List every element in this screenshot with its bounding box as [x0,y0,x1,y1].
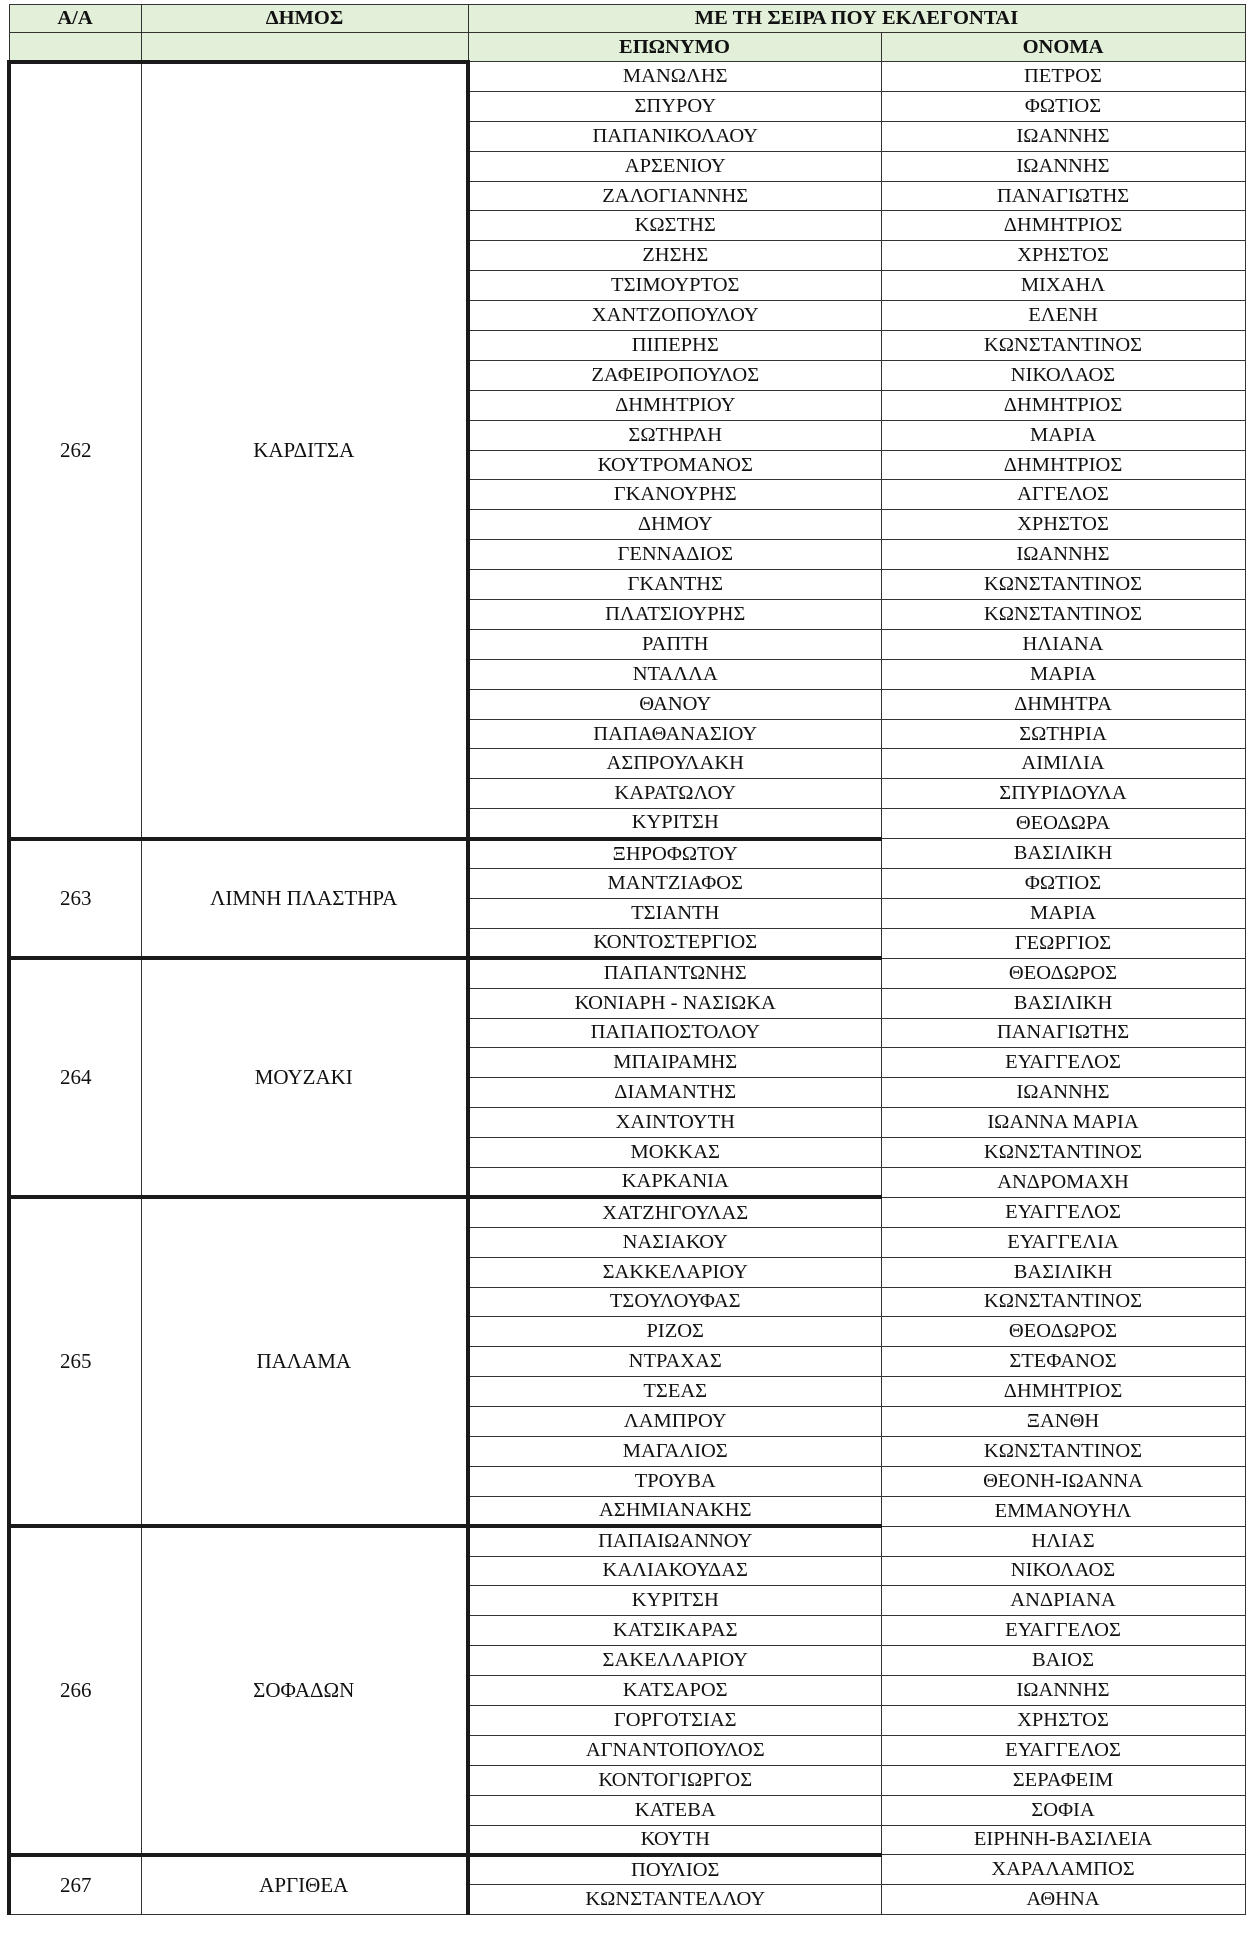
cell-surname: ΚΑΡΑΤΩΛΟΥ [468,779,881,809]
cell-surname: ΧΑΤΖΗΓΟΥΛΑΣ [468,1197,881,1227]
cell-name: ΕΥΑΓΓΕΛΟΣ [881,1735,1245,1765]
cell-surname: ΖΑΛΟΓΙΑΝΝΗΣ [468,181,881,211]
cell-name: ΧΡΗΣΤΟΣ [881,510,1245,540]
cell-name: ΔΗΜΗΤΡΙΟΣ [881,390,1245,420]
cell-dimos: ΚΑΡΔΙΤΣΑ [141,62,468,839]
cell-name: ΘΕΟΔΩΡΑ [881,809,1245,839]
cell-surname: ΔΗΜΟΥ [468,510,881,540]
header-surname: ΕΠΩΝΥΜΟ [468,33,881,62]
cell-name: ΧΑΡΑΛΑΜΠΟΣ [881,1855,1245,1885]
cell-name: ΣΟΦΙΑ [881,1795,1245,1825]
cell-surname: ΖΗΣΗΣ [468,241,881,271]
cell-surname: ΣΠΥΡΟΥ [468,91,881,121]
cell-dimos: ΠΑΛΑΜΑ [141,1197,468,1526]
cell-name: ΣΤΕΦΑΝΟΣ [881,1347,1245,1377]
cell-surname: ΚΩΣΤΗΣ [468,211,881,241]
cell-name: ΙΩΑΝΝΑ ΜΑΡΙΑ [881,1108,1245,1138]
cell-name: ΒΑΣΙΛΙΚΗ [881,1257,1245,1287]
cell-surname: ΚΥΡΙΤΣΗ [468,1586,881,1616]
cell-surname: ΝΤΑΛΛΑ [468,659,881,689]
cell-name: ΔΗΜΗΤΡΙΟΣ [881,211,1245,241]
cell-surname: ΚΟΝΤΟΣΤΕΡΓΙΟΣ [468,928,881,958]
cell-name: ΕΜΜΑΝΟΥΗΛ [881,1496,1245,1526]
cell-surname: ΜΑΓΑΛΙΟΣ [468,1436,881,1466]
cell-surname: ΠΑΠΑΠΟΣΤΟΛΟΥ [468,1018,881,1048]
cell-surname: ΤΣΙΜΟΥΡΤΟΣ [468,271,881,301]
cell-surname: ΘΑΝΟΥ [468,689,881,719]
cell-surname: ΑΡΣΕΝΙΟΥ [468,151,881,181]
cell-name: ΙΩΑΝΝΗΣ [881,1676,1245,1706]
cell-dimos: ΣΟΦΑΔΩΝ [141,1526,468,1855]
cell-name: ΕΥΑΓΓΕΛΟΣ [881,1616,1245,1646]
cell-surname: ΠΑΠΑΙΩΑΝΝΟΥ [468,1526,881,1556]
table-row [9,1197,1245,1227]
cell-surname: ΚΑΡΚΑΝΙΑ [468,1167,881,1197]
cell-name: ΕΥΑΓΓΕΛΙΑ [881,1227,1245,1257]
cell-surname: ΡΑΠΤΗ [468,629,881,659]
cell-name: ΙΩΑΝΝΗΣ [881,540,1245,570]
cell-name: ΧΡΗΣΤΟΣ [881,241,1245,271]
cell-surname: ΚΑΤΕΒΑ [468,1795,881,1825]
cell-name: ΠΕΤΡΟΣ [881,62,1245,92]
cell-name: ΣΕΡΑΦΕΙΜ [881,1765,1245,1795]
cell-surname: ΔΙΑΜΑΝΤΗΣ [468,1078,881,1108]
cell-name: ΚΩΝΣΤΑΝΤΙΝΟΣ [881,1287,1245,1317]
cell-surname: ΠΙΠΕΡΗΣ [468,331,881,361]
cell-name: ΙΩΑΝΝΗΣ [881,121,1245,151]
cell-surname: ΑΣΠΡΟΥΛΑΚΗ [468,749,881,779]
cell-name: ΞΑΝΘΗ [881,1407,1245,1437]
cell-name: ΘΕΟΔΩΡΟΣ [881,1317,1245,1347]
cell-name: ΗΛΙΑΝΑ [881,629,1245,659]
cell-surname: ΠΑΠΑΝΤΩΝΗΣ [468,958,881,988]
cell-name: ΑΓΓΕΛΟΣ [881,480,1245,510]
table-row [9,1526,1245,1556]
cell-surname: ΑΓΝΑΝΤΟΠΟΥΛΟΣ [468,1735,881,1765]
cell-surname: ΣΑΚΕΛΛΑΡΙΟΥ [468,1646,881,1676]
cell-aa: 266 [9,1526,141,1855]
cell-surname: ΤΡΟΥΒΑ [468,1466,881,1496]
cell-aa: 265 [9,1197,141,1526]
cell-surname: ΝΑΣΙΑΚΟΥ [468,1227,881,1257]
cell-name: ΚΩΝΣΤΑΝΤΙΝΟΣ [881,570,1245,600]
cell-dimos: ΑΡΓΙΘΕΑ [141,1855,468,1915]
cell-surname: ΠΟΥΛΙΟΣ [468,1855,881,1885]
cell-surname: ΜΟΚΚΑΣ [468,1138,881,1168]
cell-surname: ΜΠΑΙΡΑΜΗΣ [468,1048,881,1078]
cell-name: ΙΩΑΝΝΗΣ [881,1078,1245,1108]
cell-name: ΑΝΔΡΟΜΑΧΗ [881,1167,1245,1197]
cell-surname: ΤΣΕΑΣ [468,1377,881,1407]
header-aa: Α/Α [9,5,141,33]
table-body [9,62,1245,1915]
cell-aa: 263 [9,839,141,959]
cell-name: ΝΙΚΟΛΑΟΣ [881,360,1245,390]
cell-surname: ΤΣΙΑΝΤΗ [468,898,881,928]
cell-surname: ΓΕΝΝΑΔΙΟΣ [468,540,881,570]
cell-name: ΔΗΜΗΤΡΙΟΣ [881,1377,1245,1407]
cell-surname: ΑΣΗΜΙΑΝΑΚΗΣ [468,1496,881,1526]
cell-surname: ΧΑΝΤΖΟΠΟΥΛΟΥ [468,301,881,331]
cell-surname: ΚΟΝΙΑΡΗ - ΝΑΣΙΩΚΑ [468,988,881,1018]
table-header [9,5,1245,62]
cell-name: ΚΩΝΣΤΑΝΤΙΝΟΣ [881,1436,1245,1466]
cell-surname: ΠΑΠΑΝΙΚΟΛΑΟΥ [468,121,881,151]
cell-surname: ΧΑΙΝΤΟΥΤΗ [468,1108,881,1138]
cell-name: ΔΗΜΗΤΡΑ [881,689,1245,719]
header-order-group: ΜΕ ΤΗ ΣΕΙΡΑ ΠΟΥ ΕΚΛΕΓΟΝΤΑΙ [468,5,1245,33]
cell-surname: ΚΟΥΤΗ [468,1825,881,1855]
candidates-table-wrapper [7,4,1243,1915]
cell-dimos: ΜΟΥΖΑΚΙ [141,958,468,1197]
cell-name: ΜΙΧΑΗΛ [881,271,1245,301]
cell-surname: ΜΑΝΤΖΙΑΦΟΣ [468,869,881,899]
cell-surname: ΤΣΟΥΛΟΥΦΑΣ [468,1287,881,1317]
cell-surname: ΓΟΡΓΟΤΣΙΑΣ [468,1705,881,1735]
cell-name: ΑΝΔΡΙΑΝΑ [881,1586,1245,1616]
cell-name: ΓΕΩΡΓΙΟΣ [881,928,1245,958]
cell-name: ΕΥΑΓΓΕΛΟΣ [881,1197,1245,1227]
cell-surname: ΣΩΤΗΡΛΗ [468,420,881,450]
cell-name: ΑΙΜΙΛΙΑ [881,749,1245,779]
cell-surname: ΠΑΠΑΘΑΝΑΣΙΟΥ [468,719,881,749]
cell-name: ΣΠΥΡΙΔΟΥΛΑ [881,779,1245,809]
cell-surname: ΓΚΑΝΤΗΣ [468,570,881,600]
cell-surname: ΚΑΤΣΙΚΑΡΑΣ [468,1616,881,1646]
cell-name: ΔΗΜΗΤΡΙΟΣ [881,450,1245,480]
cell-name: ΚΩΝΣΤΑΝΤΙΝΟΣ [881,600,1245,630]
cell-name: ΧΡΗΣΤΟΣ [881,1705,1245,1735]
cell-name: ΗΛΙΑΣ [881,1526,1245,1556]
cell-surname: ΚΑΛΙΑΚΟΥΔΑΣ [468,1556,881,1586]
candidates-table [7,4,1246,1915]
cell-surname: ΚΟΝΤΟΓΙΩΡΓΟΣ [468,1765,881,1795]
cell-dimos: ΛΙΜΝΗ ΠΛΑΣΤΗΡΑ [141,839,468,959]
cell-surname: ΛΑΜΠΡΟΥ [468,1407,881,1437]
cell-name: ΦΩΤΙΟΣ [881,869,1245,899]
cell-name: ΕΙΡΗΝΗ-ΒΑΣΙΛΕΙΑ [881,1825,1245,1855]
cell-name: ΝΙΚΟΛΑΟΣ [881,1556,1245,1586]
cell-name: ΚΩΝΣΤΑΝΤΙΝΟΣ [881,331,1245,361]
cell-surname: ΚΩΝΣΤΑΝΤΕΛΛΟΥ [468,1885,881,1915]
cell-name: ΜΑΡΙΑ [881,659,1245,689]
cell-surname: ΚΥΡΙΤΣΗ [468,809,881,839]
cell-aa: 267 [9,1855,141,1915]
cell-surname: ΚΑΤΣΑΡΟΣ [468,1676,881,1706]
cell-surname: ΠΛΑΤΣΙΟΥΡΗΣ [468,600,881,630]
header-dimos: ΔΗΜΟΣ [141,5,468,33]
cell-aa: 264 [9,958,141,1197]
cell-name: ΙΩΑΝΝΗΣ [881,151,1245,181]
cell-name: ΒΑΣΙΛΙΚΗ [881,839,1245,869]
cell-name: ΕΛΕΝΗ [881,301,1245,331]
table-row [9,839,1245,869]
cell-name: ΣΩΤΗΡΙΑ [881,719,1245,749]
cell-surname: ΓΚΑΝΟΥΡΗΣ [468,480,881,510]
cell-surname: ΜΑΝΩΛΗΣ [468,62,881,92]
cell-surname: ΣΑΚΚΕΛΑΡΙΟΥ [468,1257,881,1287]
table-row [9,62,1245,92]
cell-surname: ΔΗΜΗΤΡΙΟΥ [468,390,881,420]
table-row [9,1855,1245,1885]
cell-surname: ΝΤΡΑΧΑΣ [468,1347,881,1377]
cell-surname: ΚΟΥΤΡΟΜΑΝΟΣ [468,450,881,480]
header-name: ΟΝΟΜΑ [881,33,1245,62]
cell-name: ΒΑΣΙΛΙΚΗ [881,988,1245,1018]
cell-name: ΚΩΝΣΤΑΝΤΙΝΟΣ [881,1138,1245,1168]
cell-name: ΘΕΟΝΗ-ΙΩΑΝΝΑ [881,1466,1245,1496]
table-row [9,958,1245,988]
cell-name: ΠΑΝΑΓΙΩΤΗΣ [881,1018,1245,1048]
cell-name: ΘΕΟΔΩΡΟΣ [881,958,1245,988]
cell-surname: ΖΑΦΕΙΡΟΠΟΥΛΟΣ [468,360,881,390]
cell-name: ΠΑΝΑΓΙΩΤΗΣ [881,181,1245,211]
cell-name: ΑΘΗΝΑ [881,1885,1245,1915]
header-dimos-empty [141,33,468,62]
cell-name: ΜΑΡΙΑ [881,420,1245,450]
cell-surname: ΞΗΡΟΦΩΤΟΥ [468,839,881,869]
cell-surname: ΡΙΖΟΣ [468,1317,881,1347]
cell-name: ΒΑΙΟΣ [881,1646,1245,1676]
cell-name: ΕΥΑΓΓΕΛΟΣ [881,1048,1245,1078]
header-aa-empty [9,33,141,62]
cell-name: ΜΑΡΙΑ [881,898,1245,928]
cell-name: ΦΩΤΙΟΣ [881,91,1245,121]
cell-aa: 262 [9,62,141,839]
